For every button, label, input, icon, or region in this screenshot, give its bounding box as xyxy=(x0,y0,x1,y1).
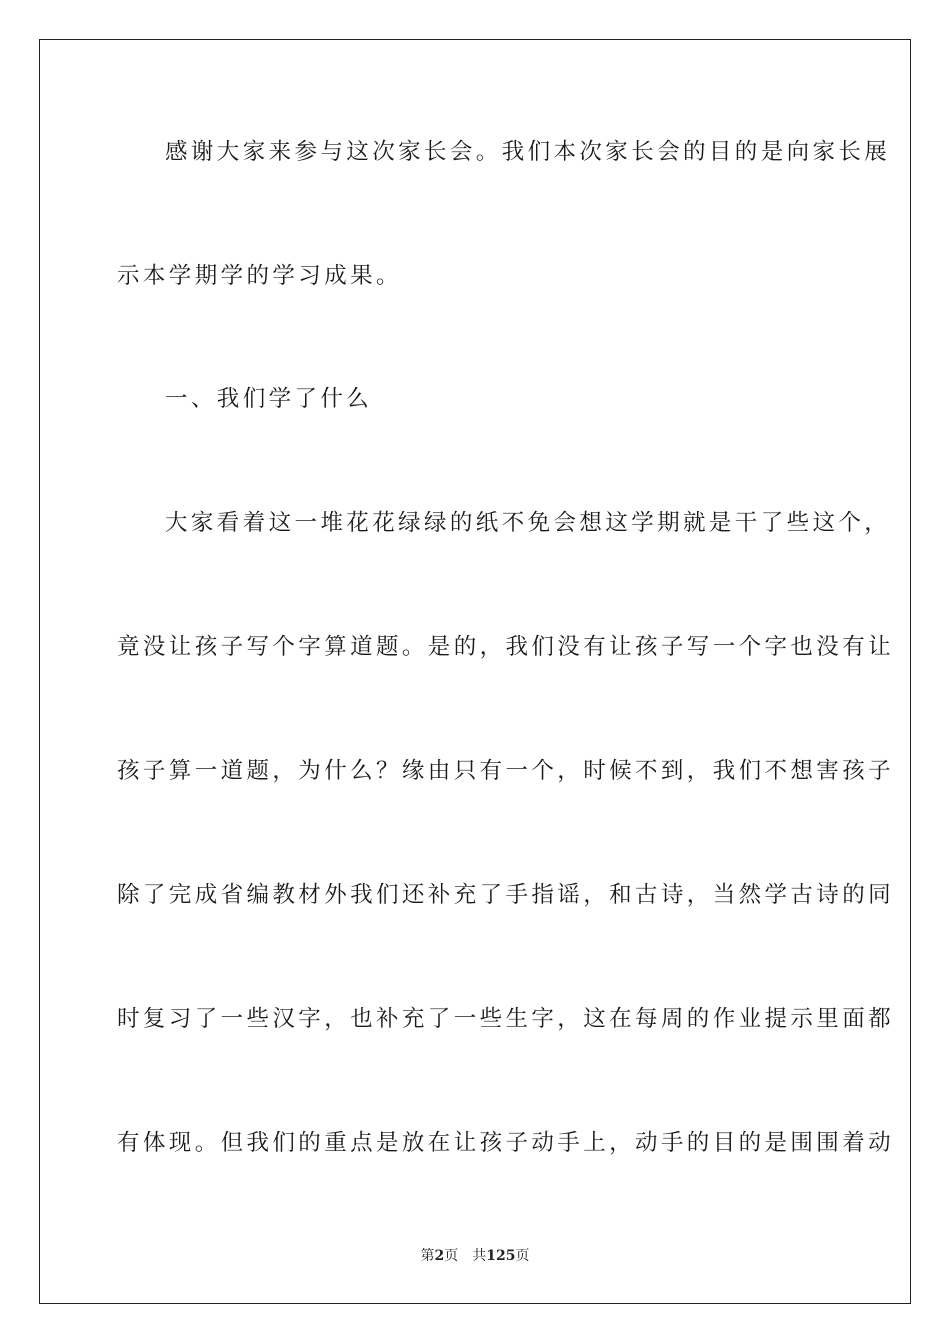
paragraph-line-3: 大家看着这一堆花花绿绿的纸不免会想这学期就是干了些这个， xyxy=(165,510,891,536)
footer-total-suffix: 页 xyxy=(515,1248,530,1264)
paragraph-line-1: 感谢大家来参与这次家长会。我们本次家长会的目的是向家长展 xyxy=(165,139,891,165)
paragraph-line-7: 时复习了一些汉字，也补充了一些生字，这在每周的作业提示里面都 xyxy=(117,1006,895,1032)
section-heading: 一、我们学了什么 xyxy=(165,386,373,412)
footer-page-prefix: 第 xyxy=(420,1248,435,1264)
paragraph-line-2: 示本学期学的学习成果。 xyxy=(117,263,402,289)
paragraph-line-8: 有体现。但我们的重点是放在让孩子动手上，动手的目的是围围着动 xyxy=(117,1130,895,1156)
page-border xyxy=(39,39,911,1304)
footer-total-pages: 125 xyxy=(486,1248,516,1264)
paragraph-line-4: 竟没让孩子写个字算道题。是的，我们没有让孩子写一个字也没有让 xyxy=(117,634,895,660)
footer-total-prefix: 共 xyxy=(472,1248,487,1264)
footer-page-suffix: 页 xyxy=(444,1248,459,1264)
page-footer xyxy=(0,1246,950,1266)
paragraph-line-6: 除了完成省编教材外我们还补充了手指谣，和古诗，当然学古诗的同 xyxy=(117,882,895,908)
footer-page-number: 2 xyxy=(434,1248,445,1264)
paragraph-line-5: 孩子算一道题，为什么？缘由只有一个，时候不到，我们不想害孩子 xyxy=(117,758,895,784)
